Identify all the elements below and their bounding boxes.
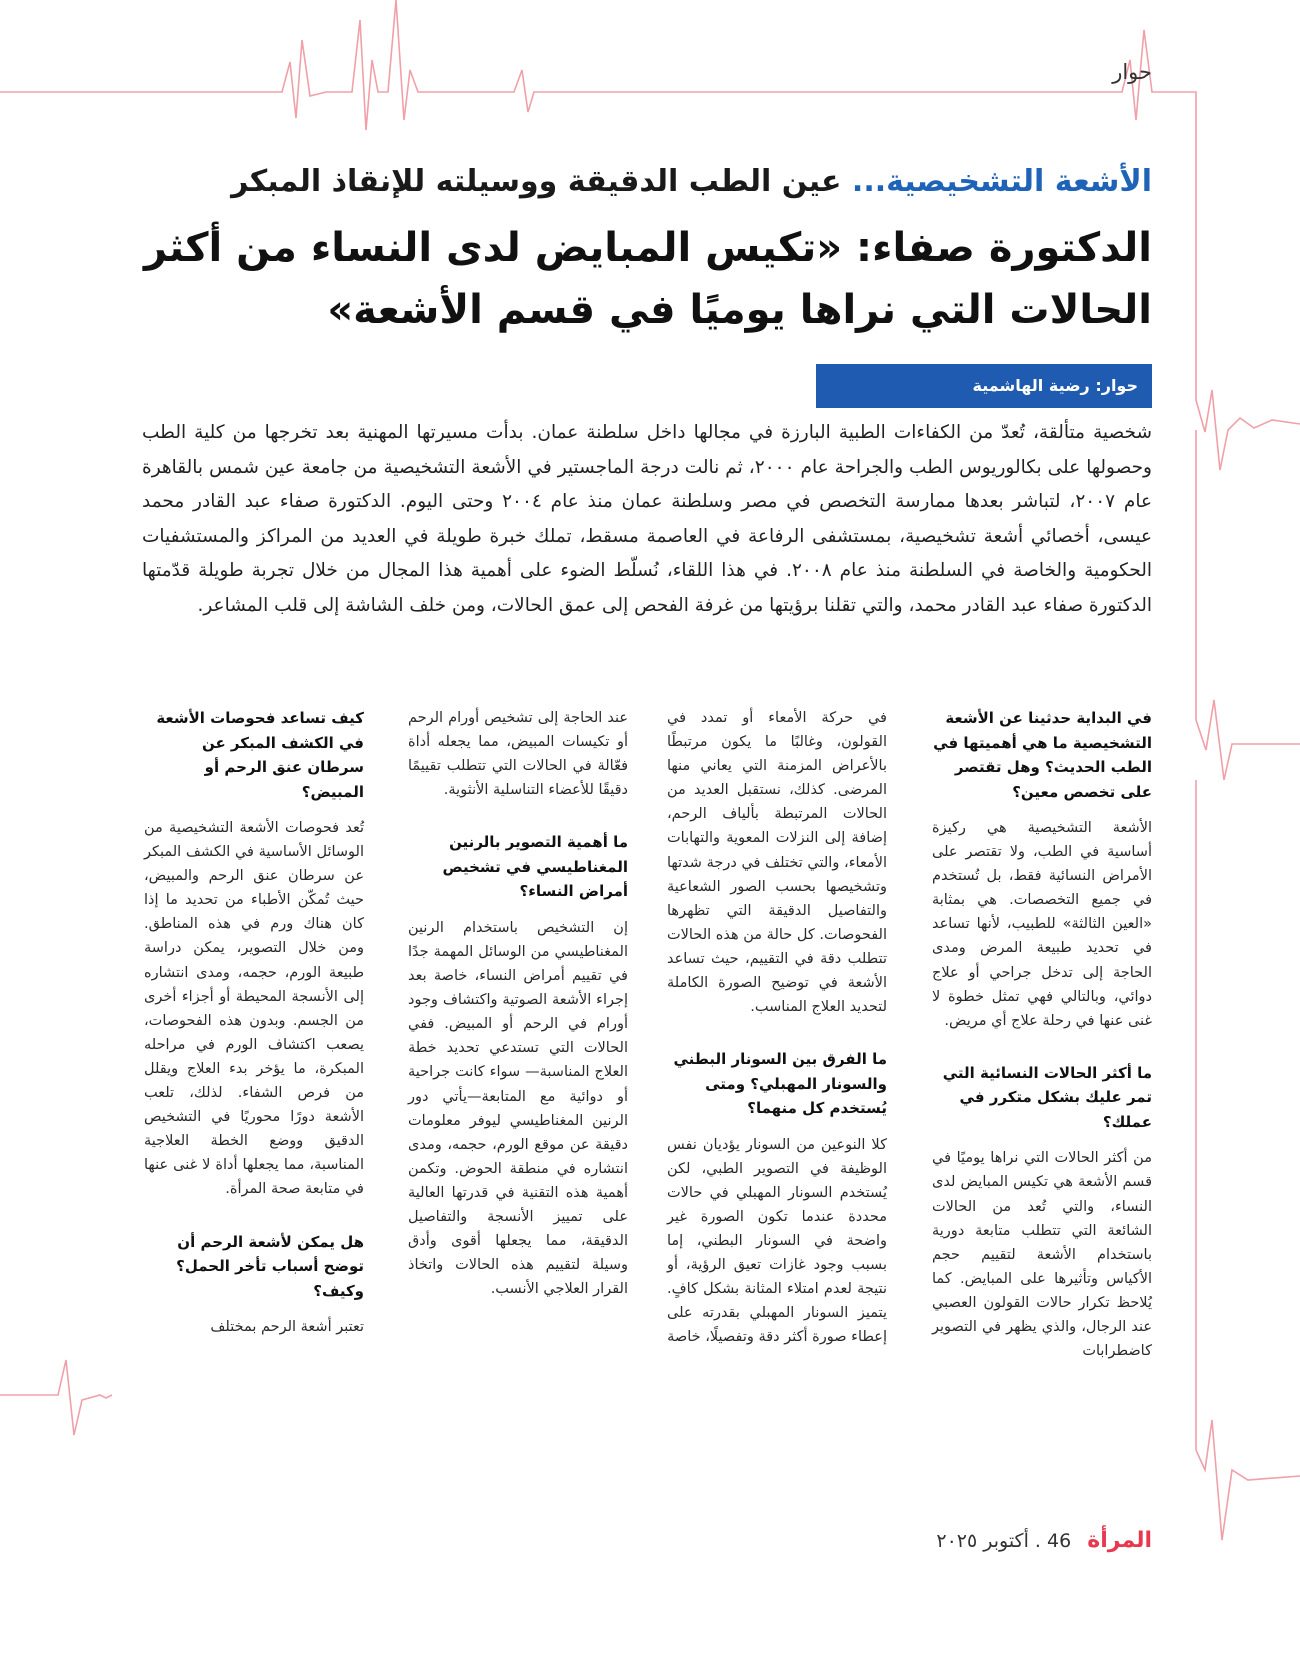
issue-date: . أكتوبر ٢٠٢٥ xyxy=(936,1530,1041,1552)
heartbeat-line-top xyxy=(0,0,1196,130)
answer: الأشعة التشخيصية هي ركيزة أساسية في الطب، ولا تقتصر على الأمراض النسائية فقط، بل تُستخدم في جميع التخصصات. هي بمثابة «العين الثالثة» للطبيب، لأنها تساعد في تحديد طبيعة المرض ومدى الحاجة إلى تدخل جراحي أو علاج دوائي، وبالتالي فهي تمثل خطوة لا غنى عنها في رحلة علاج أي مريض. xyxy=(932,820,1152,1029)
answer: تُعد فحوصات الأشعة التشخيصية من الوسائل الأساسية في الكشف المبكر عن سرطان عنق الرحم والمبيض، حيث تُمكّن الأطباء من تحديد ما إذا كان هناك ورم في هذه المناطق. ومن خلال التصوير، يمكن دراسة طبيعة الورم، حجمه، ومدى انتشاره إلى الأنسجة المحيطة أو أجزاء أخرى من الجسم. وبدون هذه الفحوصات، يصعب اكتشاف الورم في مراحله المبكرة، ما يؤخر بدء العلاج ويقلل من فرص الشفاء. لذلك، تلعب الأشعة دورًا محوريًا في التشخيص الدقيق ووضع الخطة العلاجية المناسبة، مما يجعلها أداة لا غنى عنها في متابعة صحة المرأة. xyxy=(144,820,364,1198)
kicker-highlight: الأشعة التشخيصية... xyxy=(851,163,1152,199)
column-2 xyxy=(667,706,887,1350)
page-number: 46 xyxy=(1047,1530,1072,1552)
kicker-rest: عين الطب الدقيقة ووسيلته للإنقاذ المبكر xyxy=(231,163,852,199)
kicker-title xyxy=(140,161,1152,203)
headline: الدكتورة صفاء: «تكيس المبايض لدى النساء من أكثر الحالات التي نراها يوميًا في قسم الأشعة» xyxy=(144,224,1152,333)
answer: كلا النوعين من السونار يؤديان نفس الوظيفة في التصوير الطبي، لكن يُستخدم السونار المهبلي في حالات محددة عندما تكون الصورة غير واضحة في السونار البطني، إما بسبب وجود غازات تعيق الرؤية، أو نتيجة لعدم امتلاء المثانة بشكل كافٍ. يتميز السونار المهبلي بقدرته على إعطاء صورة أكثر دقة وتفصيلًا، خاصة xyxy=(667,1136,887,1346)
answer: إن التشخيص باستخدام الرنين المغناطيسي من الوسائل المهمة جدًا في تقييم أمراض النساء، خاصة بعد إجراء الأشعة الصوتية واكتشاف وجود أورام في الرحم أو المبيض. ففي الحالات التي تستدعي تحديد خطة العلاج المناسبة— سواء كانت جراحية أو دوائية مع المتابعة—يأتي دور الرنين المغناطيسي ليوفر معلومات دقيقة عن موقع الورم، حجمه، ومدى انتشاره في منطقة الحوض. وتكمن أهمية هذه التقنية في قدرتها العالية على تمييز الأنسجة والتفاصيل الدقيقة، مما يجعلها أقوى وأدق وسيلة لتقييم هذه الحالات واتخاذ القرار العلاجي الأنسب. xyxy=(408,919,628,1298)
answer: من أكثر الحالات التي نراها يوميًا في قسم الأشعة هي تكيس المبايض لدى النساء، والتي تُعد من الحالات الشائعة التي تتطلب متابعة دورية باستخدام الأشعة لتقييم حجم الأكياس وتأثيرها على المبايض. كما يُلاحظ تكرار حالات القولون العصبي عند الرجال، والذي يظهر في التصوير كاضطرابات xyxy=(932,1150,1152,1360)
heartbeat-line-bottom-right xyxy=(1196,1420,1300,1540)
byline-badge: حوار: رضية الهاشمية xyxy=(816,364,1152,408)
question: كيف تساعد فحوصات الأشعة في الكشف المبكر عن سرطان عنق الرحم أو المبيض؟ xyxy=(156,709,364,801)
column-3 xyxy=(408,706,628,1301)
magazine-logo: المرأة xyxy=(1087,1528,1152,1553)
page-footer xyxy=(936,1528,1152,1553)
heartbeat-line-right xyxy=(1196,120,1300,470)
section-label: حوار xyxy=(1112,60,1152,84)
question: ما أهمية التصوير بالرنين المغناطيسي في تشخيص أمراض النساء؟ xyxy=(442,833,628,901)
question: هل يمكن لأشعة الرحم أن توضح أسباب تأخر الحمل؟ وكيف؟ xyxy=(176,1232,364,1300)
answer: عند الحاجة إلى تشخيص أورام الرحم أو تكيسات المبيض، مما يجعله أداة فعّالة في الحالات التي تتطلب تقييمًا دقيقًا للأعضاء التناسلية الأنثوية. xyxy=(408,710,628,799)
intro-paragraph: شخصية متألقة، تُعدّ من الكفاءات الطبية البارزة في مجالها داخل سلطنة عمان. بدأت مسيرتها المهنية بعد تخرجها من كلية الطب وحصولها على بكالوريوس الطب والجراحة عام ٢٠٠٠، ثم نالت درجة الماجستير في الأشعة التشخيصية من جامعة عين شمس بالقاهرة عام ٢٠٠٧، لتباشر بعدها ممارسة التخصص في مصر وسلطنة عمان منذ عام ٢٠٠٤ وحتى اليوم. الدكتورة صفاء عبد القادر محمد عيسى، أخصائي أشعة تشخيصية، بمستشفى الرفاعة في العاصمة مسقط، تملك خبرة طويلة في العديد من المراكز والمستشفيات الحكومية والخاصة في السلطنة منذ عام ٢٠٠٨. في هذا اللقاء، نُسلّط الضوء على أهمية هذا المجال من خلال تجربة طويلة قدّمتها الدكتورة صفاء عبد القادر محمد، والتي تقلنا برؤيتها من غرفة الفحص إلى عمق الحالات، ومن خلف الشاشة إلى قلب المشاعر. xyxy=(142,422,1152,616)
heartbeat-line-right-2 xyxy=(1196,430,1300,780)
answer: تعتبر أشعة الرحم بمختلف xyxy=(210,1319,364,1335)
question: ما أكثر الحالات النسائية التي تمر عليك بشكل متكرر في عملك؟ xyxy=(942,1063,1152,1131)
question: في البداية حدثينا عن الأشعة التشخيصية ما هي أهميتها في الطب الحديث؟ وهل تقتصر على تخصص معين؟ xyxy=(933,709,1152,801)
answer: في حركة الأمعاء أو تمدد في القولون، وغالبًا ما يكون مرتبطًا بالأعراض المزمنة التي يعاني منها المرضى. كذلك، نستقبل العديد من الحالات المرتبطة بألياف الرحم، إضافة إلى النزلات المعوية والتهابات الأمعاء، والتي تختلف في درجة شدتها وتشخيصها بحسب الصور الشعاعية والتفاصيل الدقيقة التي تظهرها الفحوصات. كل حالة من هذه الحالات تتطلب دقة في التقييم، حيث تساعد الأشعة في توضيح الصورة الكاملة لتحديد العلاج المناسب. xyxy=(667,710,887,1016)
column-1 xyxy=(932,706,1152,1363)
column-4 xyxy=(144,706,364,1339)
heartbeat-line-left xyxy=(0,1360,112,1435)
question: ما الفرق بين السونار البطني والسونار المهبلي؟ ومتى يُستخدم كل منهما؟ xyxy=(673,1050,887,1118)
